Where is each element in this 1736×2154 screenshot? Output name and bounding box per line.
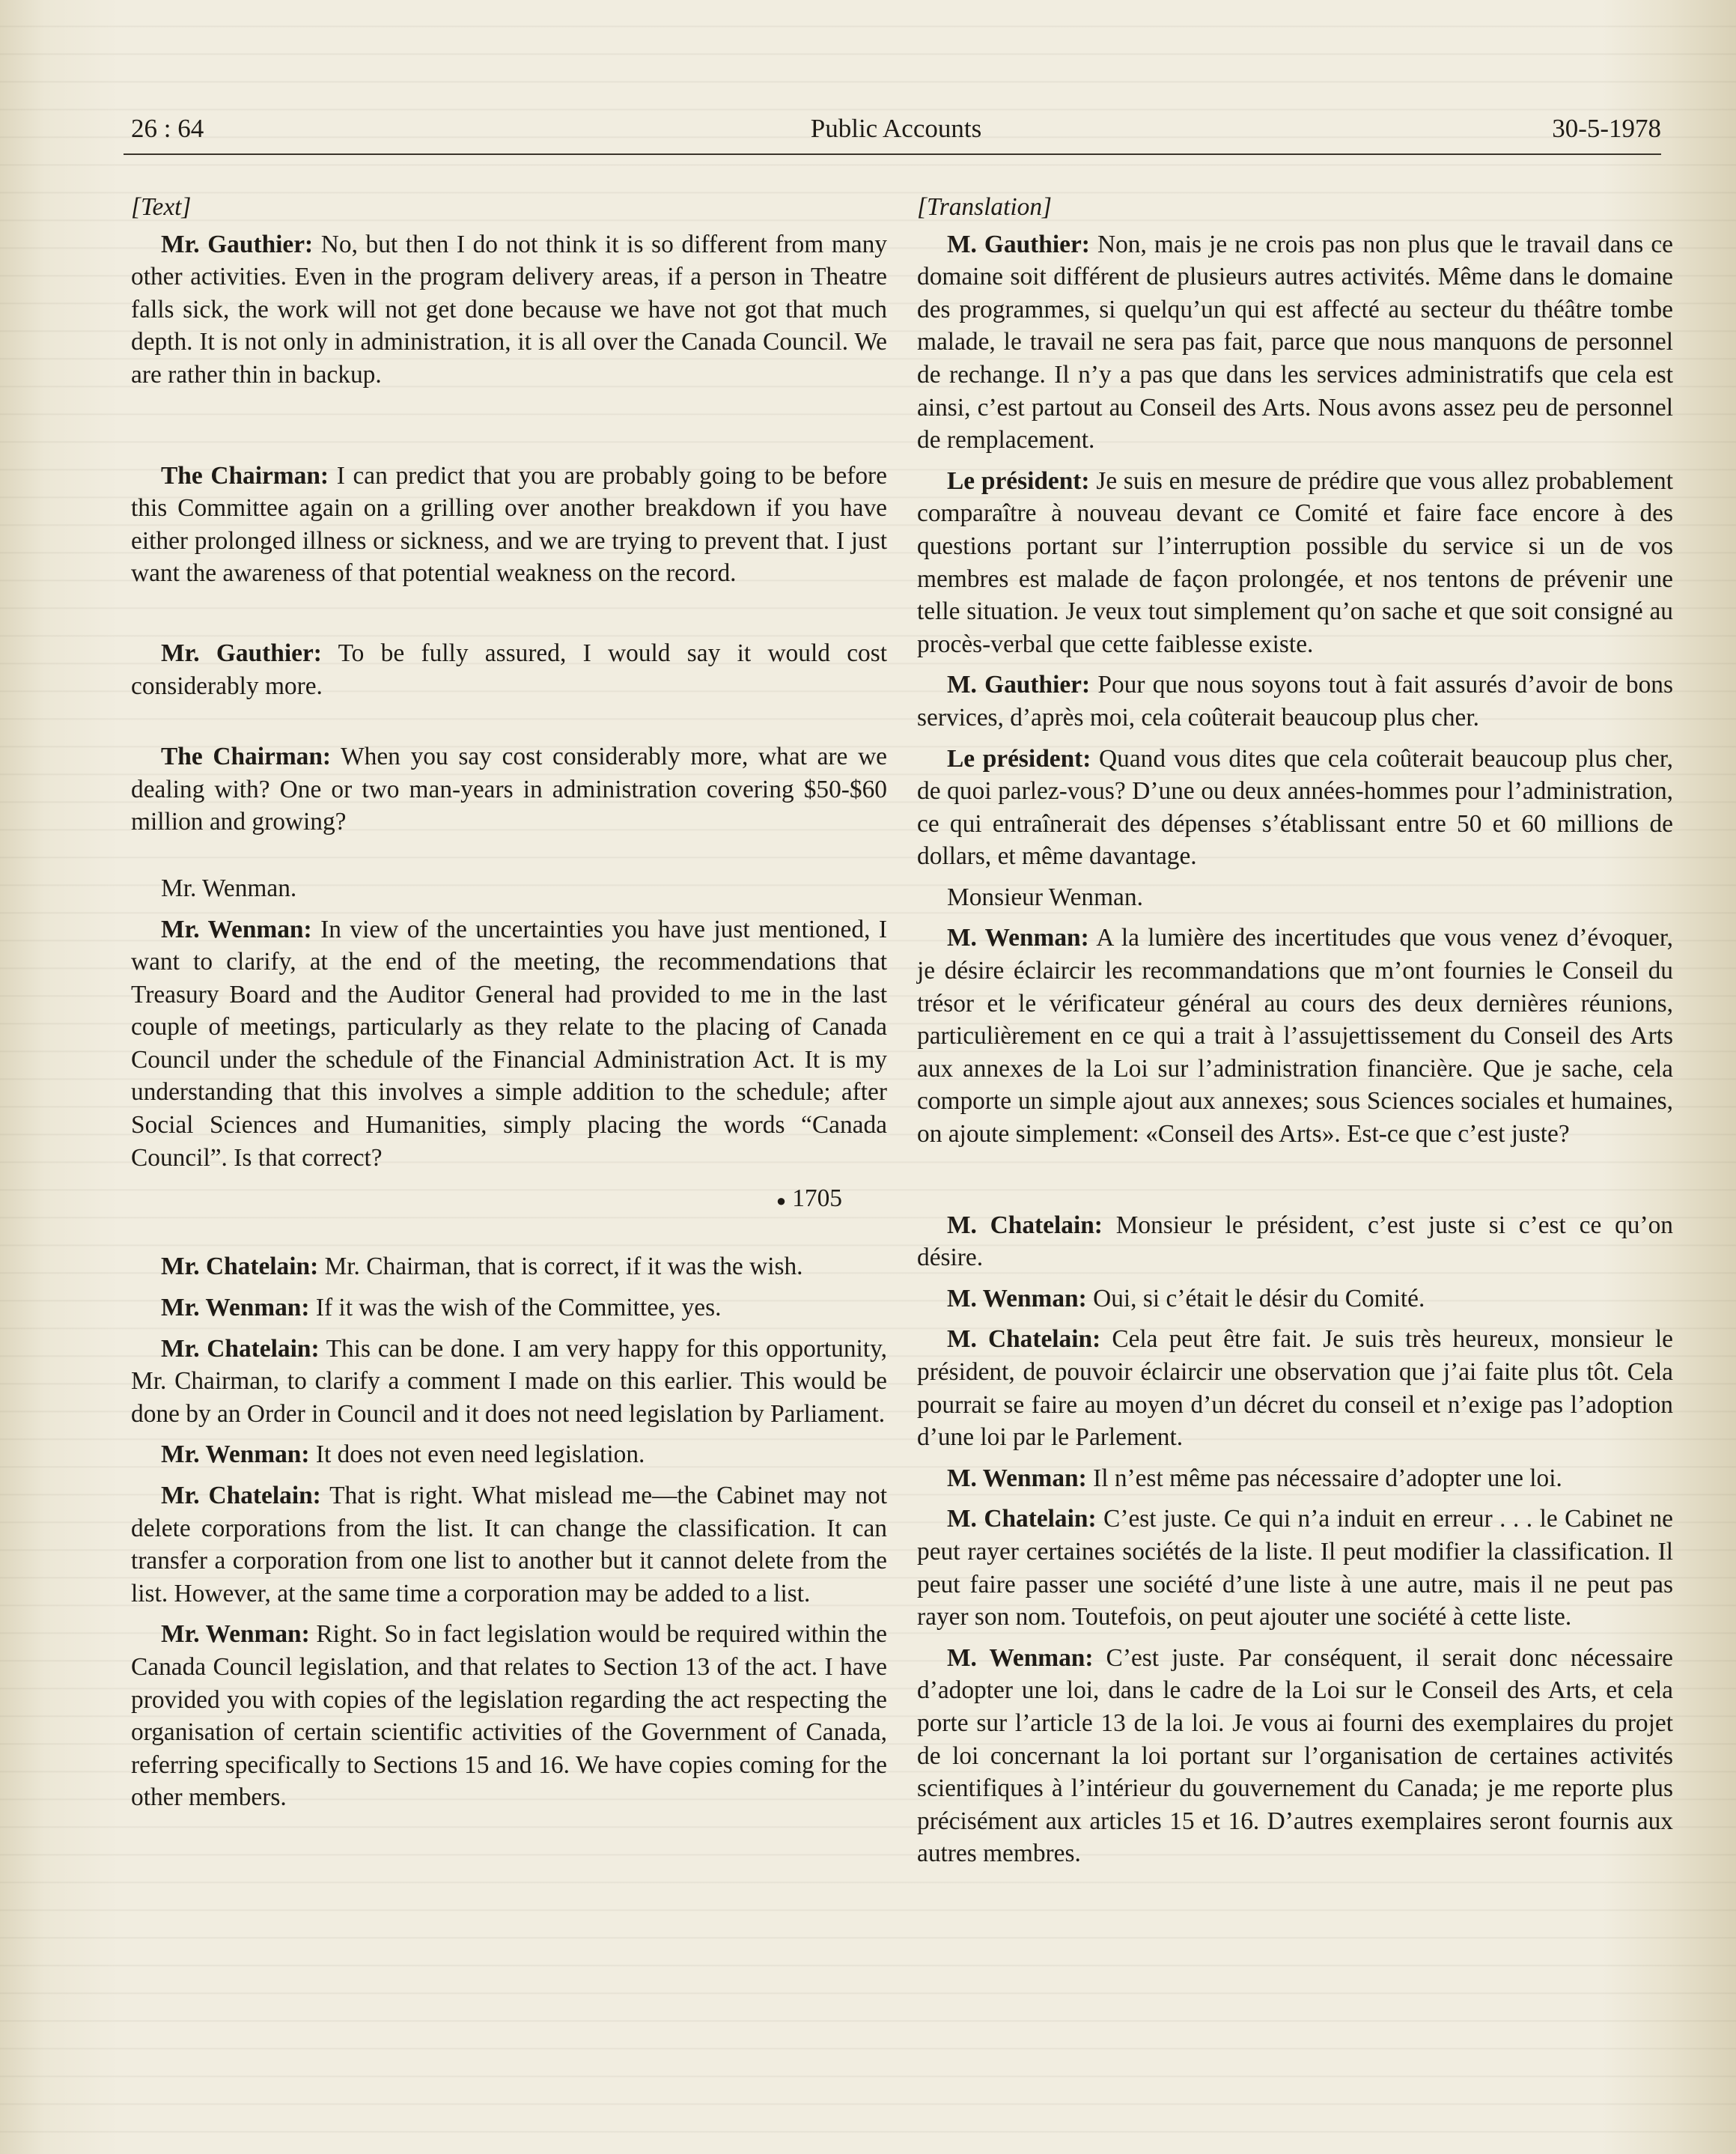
speaker-name: Mr. Chatelain: <box>161 1253 319 1281</box>
sitting-date: 30-5-1978 <box>1552 114 1661 143</box>
speech-paragraph <box>131 460 887 590</box>
speech-paragraph <box>917 743 1673 873</box>
speech-paragraph <box>131 1250 887 1283</box>
speaker-name: Mr. Wenman: <box>161 915 312 943</box>
speaker-name: M. Chatelain: <box>947 1325 1101 1354</box>
speech-text: That is right. What mislead me—the Cabinet may not delete corporations from the list. It can change the classification. It can transfer a corporation from one list to another but it cannot delete from the list. However, at the same time a corporation may be added to a list. <box>131 1481 887 1607</box>
speech-paragraph <box>131 913 887 1175</box>
speaker-name: M. Wenman: <box>947 1464 1087 1492</box>
speech-text: Right. So in fact legislation would be required within the Canada Council legislation, and that relates to Section 13 of the act. I have provided you with copies of the legislation regarding the act respecting the organisation of certain scientific activities of the Government of Canada, referring specifically to Sections 15 and 16. We have copies coming for the other members. <box>131 1620 887 1812</box>
french-column <box>917 191 1673 1878</box>
speech-text: Je suis en mesure de prédire que vous allez probablement comparaître à nouveau devant ce Comité et faire face encore à des questions portant sur l’interruption possible du service si un de vos membres est malade de façon prolongée, et nos tentons de prévenir une telle situation. Je veux tout simplement qu’on sache et que soit consigné au procès-verbal que cette faiblesse existe. <box>917 466 1673 658</box>
speech-text: Mr. Wenman. <box>161 874 297 902</box>
speech-paragraph <box>131 1333 887 1431</box>
timestamp <box>131 1182 887 1217</box>
speaker-name: M. Gauthier: <box>947 671 1091 699</box>
speech-paragraph <box>917 1462 1673 1495</box>
language-marker: [Translation] <box>917 193 1053 221</box>
speech-text: To be fully assured, I would say it would cost considerably more. <box>131 639 888 700</box>
speaker-name: Mr. Gauthier: <box>161 230 314 258</box>
speaker-name: Mr. Chatelain: <box>161 1481 321 1509</box>
speech-paragraph <box>917 1503 1673 1633</box>
speech-paragraph <box>131 1292 887 1324</box>
speech-text: Cela peut être fait. Je suis très heureux, monsieur le président, de pouvoir éclaircir une observation que j’ai faite plus tôt. Cela pourrait se faire au moyen d’un décret du conseil et n’exige pas l’adoption d’une loi par le Parlement. <box>917 1325 1673 1452</box>
speech-paragraph <box>917 465 1673 661</box>
bullet-icon: ● <box>776 1190 787 1210</box>
speech-paragraph <box>131 228 887 392</box>
speech-text: If it was the wish of the Committee, yes. <box>309 1293 722 1321</box>
english-column <box>131 191 887 1822</box>
speech-text: Oui, si c’était le désir du Comité. <box>1086 1284 1425 1312</box>
speech-text: In view of the uncertainties you have just mentioned, I want to clarify, at the end of the meeting, the recommendations that Treasury Board and the Auditor General had provided to me in the last couple of meetings, particularly as they relate to the placing of Canada Council under the schedule of the Financial Administration Act. It is my understanding that this involves a simple addition to the schedule; after Social Sciences and Humanities, simply placing the words “Canada Council”. Is that correct? <box>131 915 888 1172</box>
speech-text: A la lumière des incertitudes que vous venez d’évoquer, je désire éclaircir les recommandations que m’ont fournies le Conseil du trésor et le vérificateur général au cours des deux dernières réunions, particulièrement en ce qui a trait à l’assujettissement du Conseil des Arts aux annexes de la Loi sur l’administration financière. Que je sache, cela comporte un simple ajout aux annexes; sous Sciences sociales et humaines, on ajoute simplement: «Conseil des Arts». Est-ce que c’est juste? <box>917 924 1673 1149</box>
page-number: 26 : 64 <box>131 114 204 143</box>
speaker-name: The Chairman: <box>161 743 332 771</box>
running-header <box>131 114 1661 151</box>
language-marker: [Text] <box>131 193 192 221</box>
speaker-name: Mr. Wenman: <box>161 1620 310 1649</box>
speech-text: Mr. Chairman, that is correct, if it was the wish. <box>318 1253 803 1281</box>
speech-text: Monsieur Wenman. <box>947 883 1143 911</box>
speech-paragraph <box>131 637 887 702</box>
speech-paragraph <box>131 1479 887 1610</box>
speaker-name: Mr. Gauthier: <box>161 639 322 667</box>
speech-text: Monsieur le président, c’est juste si c’est ce qu’on désire. <box>917 1211 1673 1272</box>
speech-text: It does not even need legislation. <box>309 1440 645 1469</box>
speaker-name: Le président: <box>947 466 1090 495</box>
speech-paragraph <box>917 1209 1673 1274</box>
speaker-name: M. Gauthier: <box>947 230 1090 258</box>
speech-paragraph <box>917 922 1673 1150</box>
speaker-name: M. Chatelain: <box>947 1211 1103 1239</box>
speech-paragraph <box>917 1642 1673 1870</box>
speech-text: Pour que nous soyons tout à fait assurés d’avoir de bons services, d’après moi, cela coûterait beaucoup plus cher. <box>917 671 1673 731</box>
speaker-name: M. Wenman: <box>947 924 1089 952</box>
speech-text: I can predict that you are probably going to be before this Committee again on a grilling over another breakdown if you have either prolonged illness or sickness, and we are trying to prevent that. I just want the awareness of that potential weakness on the record. <box>131 461 887 588</box>
speaker-name: Mr. Wenman: <box>161 1440 310 1469</box>
chair-recognition <box>131 872 887 905</box>
speech-text: When you say cost considerably more, what are we dealing with? One or two man-years in administration covering $50-$60 million and growing? <box>131 743 888 836</box>
speech-text: Non, mais je ne crois pas non plus que le travail dans ce domaine soit différent de plusieurs autres activités. Même dans le domaine des programmes, si quelqu’un qui est affecté au secteur du théâtre tombe malade, le travail ne sera pas fait, parce que nous manquons de personnel de rechange. Il n’y a pas que dans les services administratifs que cela est ainsi, c’est partout au Conseil des Arts. Nous avons assez peu de personnel de remplacement. <box>917 230 1673 454</box>
speaker-name: M. Wenman: <box>947 1284 1087 1312</box>
timestamp-value: 1705 <box>792 1184 842 1213</box>
speech-text: This can be done. I am very happy for this opportunity, Mr. Chairman, to clarify a comment I made on this earlier. This would be done by an Order in Council and it does not need legislation by Parliament. <box>131 1334 887 1428</box>
header-rule <box>124 153 1661 155</box>
speaker-name: Mr. Wenman: <box>161 1293 310 1321</box>
speech-paragraph <box>131 1618 887 1814</box>
speech-paragraph <box>917 1283 1673 1315</box>
speech-paragraph <box>917 669 1673 734</box>
speaker-name: Mr. Chatelain: <box>161 1334 320 1363</box>
speaker-name: M. Chatelain: <box>947 1505 1097 1533</box>
publication-title: Public Accounts <box>810 114 982 143</box>
speaker-name: Le président: <box>947 744 1091 773</box>
chair-recognition <box>917 881 1673 914</box>
speech-paragraph <box>917 228 1673 457</box>
speech-text: No, but then I do not think it is so different from many other activities. Even in the program delivery areas, if a person in Theatre falls sick, the work will not get done because we have not got that much depth. It is not only in administration, it is all over the Canada Council. We are rather thin in backup. <box>131 230 888 389</box>
speaker-name: The Chairman: <box>161 461 329 490</box>
speech-paragraph <box>131 1438 887 1471</box>
speaker-name: M. Wenman: <box>947 1643 1094 1672</box>
speech-paragraph <box>131 740 887 839</box>
speech-text: C’est juste. Par conséquent, il serait donc nécessaire d’adopter une loi, dans le cadre de la Loi sur le Conseil des Arts, et cela porte sur l’article 13 de la loi. Je vous ai fourni des exemplaires du projet de loi concernant la loi portant sur l’organisation de certaines activités scientifiques à l’intérieur du gouvernement du Canada; je me reporte plus précisément aux articles 15 et 16. D’autres exemplaires seront fournis aux autres membres. <box>917 1643 1673 1868</box>
speech-text: C’est juste. Ce qui n’a induit en erreur . . . le Cabinet ne peut rayer certaines sociétés de la liste. Il peut modifier la classification. Il peut faire passer une société d’une liste à une autre, mais il ne peut pas rayer son nom. Toutefois, on peut ajouter une société à cette liste. <box>917 1505 1673 1631</box>
speech-paragraph <box>917 1323 1673 1453</box>
speech-text: Il n’est même pas nécessaire d’adopter une loi. <box>1086 1464 1562 1492</box>
speech-text: Quand vous dites que cela coûterait beaucoup plus cher, de quoi parlez-vous? D’une ou deux années-hommes pour l’administration, ce qui entraînerait des dépenses s’établissant entre 50 et 60 millions de dollars, et même davantage. <box>917 744 1674 871</box>
